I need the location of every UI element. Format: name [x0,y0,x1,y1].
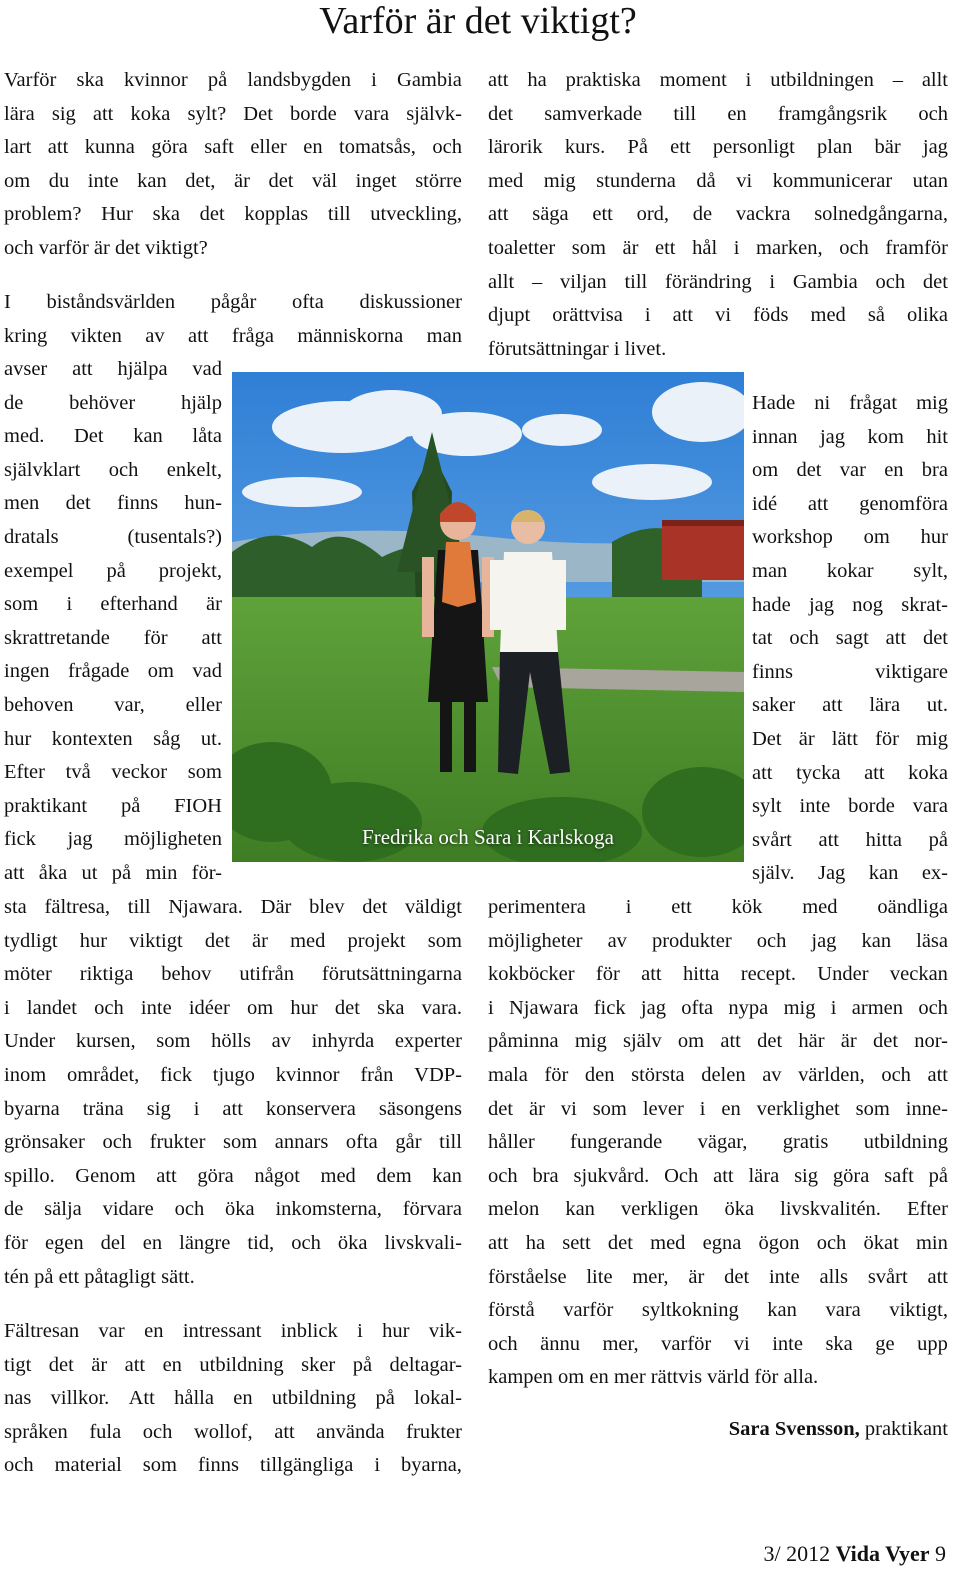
text-line: melon kan verkligen öka livskvalitén. Efter [488,1198,948,1221]
text-line: självklart och enkelt, [4,458,222,481]
text-line: man kokar sylt, [752,559,948,582]
text-line: exempel på projekt, [4,559,222,582]
text-line: finns viktigare [752,660,948,683]
text-line: själv. Jag kan ex- [752,862,948,885]
text-line: hade jag nog skrat- [752,593,948,616]
text-line: saker att lära ut. [752,694,948,717]
text-line: sylt inte borde vara [752,795,948,818]
text-line: spillo. Genom att göra något med dem kan [4,1164,462,1187]
text-line: att ha praktiska moment i utbildningen – allt [488,69,948,91]
text-line: det är vi som lever i en verklighet som inne- [488,1097,948,1120]
text-line: tat och sagt att det [752,627,948,650]
text-line: dratals (tusentals?) [4,525,222,548]
author-name: Sara Svensson, [728,1418,860,1440]
photo-illustration [232,372,744,862]
right-column-after [488,891,948,1395]
text-line: de behöver hjälp [4,391,222,414]
text-line: byarna träna sig i att konservera säsongens [4,1097,462,1120]
text-line: förståelse lite mer, är det inte alls svårt att [488,1265,948,1288]
text-line: allt – viljan till förändring i Gambia och det [488,270,948,293]
page-title: Varför är det viktigt? [319,0,637,42]
text-line: Varför ska kvinnor på landsbygden i Gambia [4,69,462,91]
text-line: djupt orättvisa i att vi föds med så olika [488,304,948,327]
left-column-para2-after [4,891,462,1294]
text-line: Hade ni frågat mig [752,392,948,414]
left-column-para2-full [4,286,462,353]
photo-caption: Fredrika och Sara i Karlskoga [362,825,614,849]
text-line: Under kursen, som hölls av inhyrda experter [4,1030,462,1053]
text-line: sta fältresa, till Njawara. Där blev det väldigt [4,896,462,918]
intro-paragraph [4,64,462,266]
text-line: tydligt hur viktigt det är med projekt som [4,929,462,952]
text-line: kring vikten av att fråga människorna man [4,324,462,347]
text-line: möter riktiga behov utifrån förutsättningarna [4,963,462,986]
text-line: nas villkor. Att hålla en utbildning på lokal- [4,1387,462,1410]
text-line: i Njawara fick jag ofta nypa mig i armen och [488,996,948,1019]
text-line: och material som finns tillgängliga i byarna, [4,1454,462,1477]
text-line: för egen del en längre tid, och öka livskvali- [4,1231,462,1254]
text-line: fick jag möjligheten [4,828,222,851]
text-line: håller fungerande vägar, gratis utbildning [488,1131,948,1154]
text-line: språken fula och wollof, att använda frukter [4,1420,462,1443]
text-line: möjligheter av produkter och jag kan läsa [488,929,948,952]
author-role: praktikant [859,1418,948,1440]
page-footer [763,1541,946,1567]
text-line: som i efterhand är [4,593,222,616]
right-column-top [488,64,948,366]
text-line: hur kontexten såg ut. [4,727,222,750]
magazine-name: Vida Vyer [835,1541,930,1566]
text-line: lart att kunna göra saft eller en tomatsås, och [4,136,462,159]
text-line: med. Det kan låta [4,425,222,448]
text-line: I biståndsvärlden pågår ofta diskussioner [4,291,462,313]
text-line: förutsättningar i livet. [488,337,667,360]
text-line: tén på ett påtagligt sätt. [4,1265,195,1288]
text-line: inom området, fick tjugo kvinnor från VDP- [4,1063,462,1086]
text-line: påminna mig själv om att det här är det nor- [488,1030,948,1053]
text-line: skrattretande för att [4,626,222,649]
left-column [4,64,462,266]
page-number: 9 [929,1541,946,1566]
text-line: lära sig att koka sylt? Det borde vara självk- [4,102,462,125]
text-line: att ha sett det med egna ögon och ökat min [488,1231,948,1254]
text-line: praktikant på FIOH [4,794,222,817]
text-line: de sälja vidare och öka inkomsterna, förvara [4,1198,462,1221]
text-line: kokböcker för att hitta recept. Under veckan [488,963,948,986]
text-line: att åka ut på min för- [4,861,222,884]
text-line: Det är lätt för mig [752,727,948,750]
text-line: perimentera i ett kök med oändliga [488,896,948,918]
text-line: och bra sjukvård. Och att lära sig göra saft på [488,1164,948,1187]
text-line: i landet och inte idéer om hur det ska vara. [4,996,462,1019]
text-line: mala för den största delen av världen, och att [488,1063,948,1086]
text-line: ingen frågade om vad [4,660,222,683]
text-line: avser att hjälpa vad [4,358,222,380]
article-photo [232,372,744,862]
text-line: att säga ett ord, de vackra solnedgångarna, [488,203,948,226]
author-signature [488,1418,948,1441]
text-line: lärorik kurs. På ett personligt plan bär jag [488,136,948,159]
text-line: och ännu mer, varför vi inte ska ge upp [488,1332,948,1355]
issue-number: 3/ 2012 [763,1541,836,1566]
text-line: behoven var, eller [4,693,222,716]
text-line: med mig stunderna då vi kommunicerar utan [488,169,948,192]
text-line: svårt att hitta på [752,828,948,851]
text-line: förstå varför syltkokning kan vara viktigt, [488,1299,948,1322]
text-line: och varför är det viktigt? [4,236,208,259]
text-line: toaletter som är ett hål i marken, och framför [488,236,948,259]
text-line: tigt det är att en utbildning sker på deltagar- [4,1353,462,1376]
text-line: Efter två veckor som [4,761,222,784]
text-line: kampen om en mer rättvis värld för alla. [488,1366,819,1389]
text-line: om det var en bra [752,459,948,482]
text-line: men det finns hun- [4,492,222,515]
left-column-para2-narrow [4,353,222,891]
text-line: problem? Hur ska det kopplas till utveckling, [4,203,462,226]
left-column-para3 [4,1315,462,1483]
text-line: workshop om hur [752,526,948,549]
text-line: idé att genomföra [752,492,948,515]
text-line: grönsaker och frukter som annars ofta går till [4,1131,462,1154]
text-line: Fältresan var en intressant inblick i hur vik- [4,1320,462,1342]
text-line: att tycka att koka [752,761,948,784]
text-line: det samverkade till en framgångsrik och [488,102,948,125]
text-line: innan jag kom hit [752,425,948,448]
right-column-narrow [752,387,948,891]
text-line: om du inte kan det, är det väl inget större [4,169,462,192]
